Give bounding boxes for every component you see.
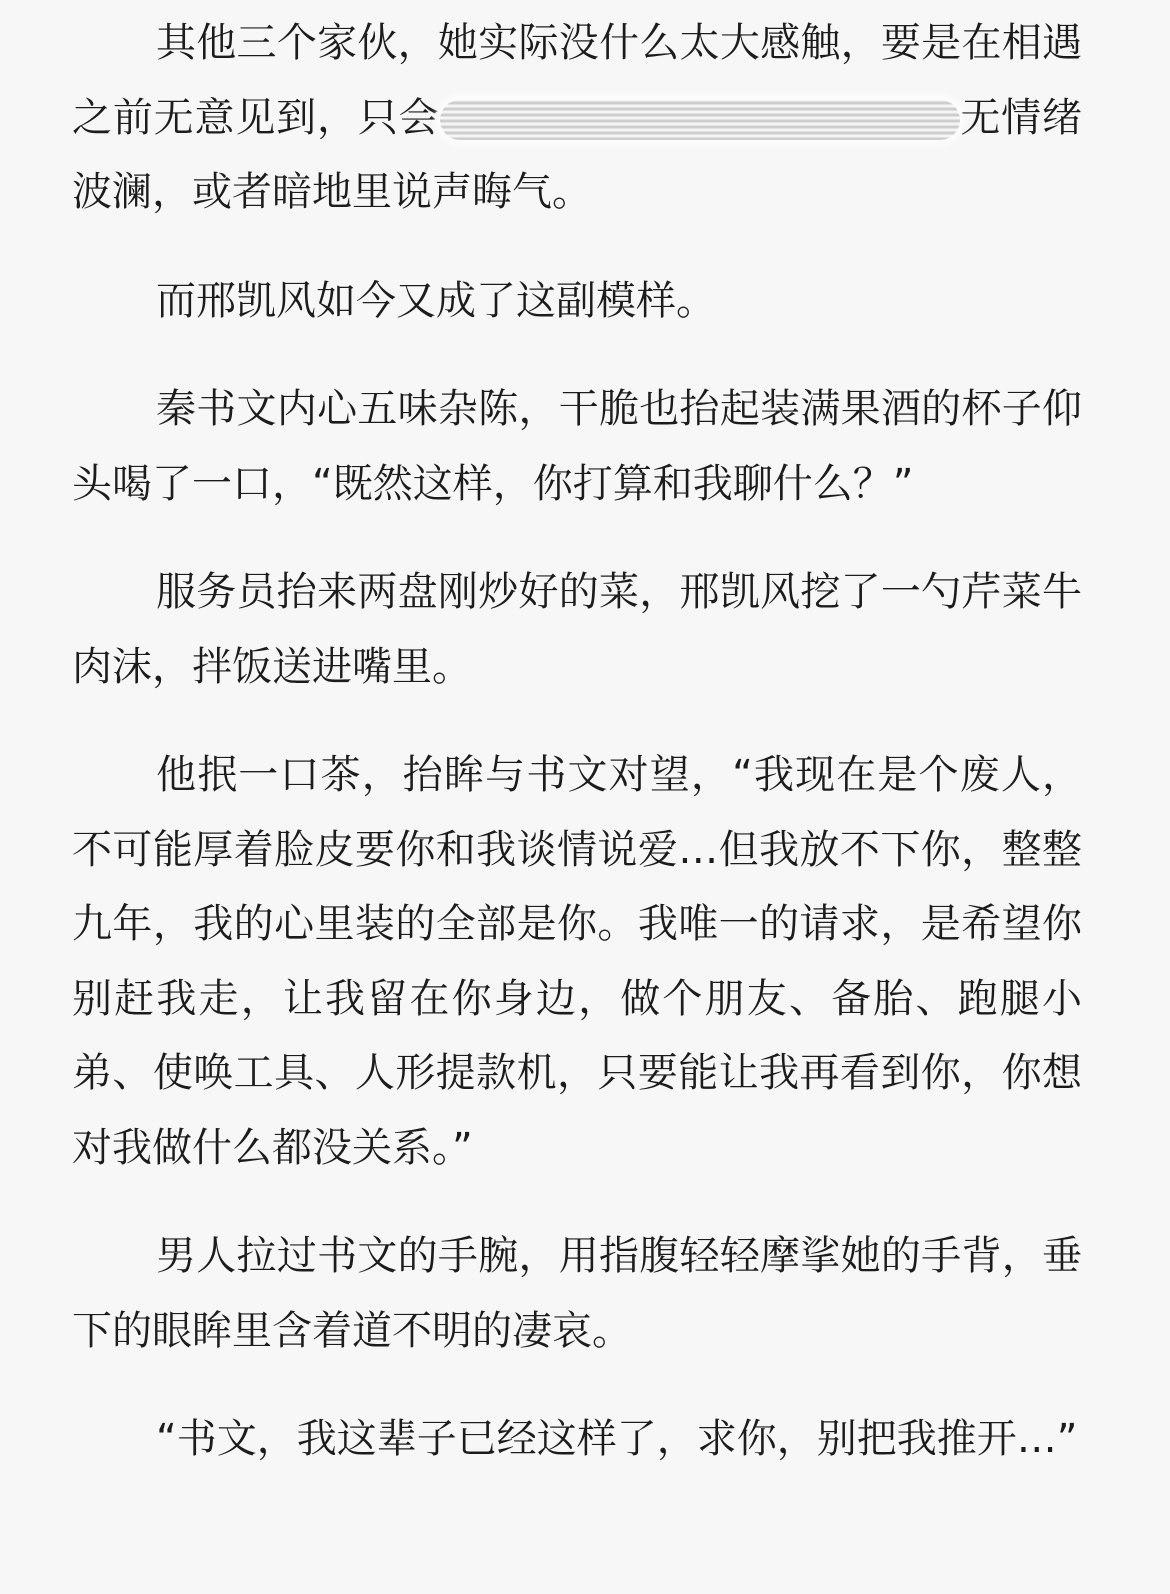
paragraph-6: 男人拉过书文的手腕，用指腹轻轻摩挲她的手背，垂下的眼眸里含着道不明的凄哀。 (72, 1233, 1082, 1354)
paragraph-3: 秦书文内心五味杂陈，干脆也抬起装满果酒的杯子仰头喝了一口，“既然这样，你打算和我聊什么？” (72, 386, 1082, 507)
paragraph-1-text-after: 无情绪波澜，或者暗地里说声晦气。 (72, 94, 1082, 215)
article-body (72, 6, 1082, 1477)
paragraph-4: 服务员抬来两盘刚炒好的菜，邢凯风挖了一勺芹菜牛肉沫，拌饭送进嘴里。 (72, 569, 1082, 690)
paragraph-2: 而邢凯风如今又成了这副模样。 (156, 277, 716, 324)
paragraph-1-text-before: 其他三个家伙，她实际没什么太大感触，要是在相遇之前无意见到，只会 (72, 20, 1082, 141)
paragraph-5: 他抿一口茶，抬眸与书文对望，“我现在是个废人，不可能厚着脸皮要你和我谈情说爱…但我放不下你，整整九年，我的心里装的全部是你。我唯一的请求，是希望你别赶我走，让我留在你身边，做个朋友、备胎、跑腿小弟、使唤工具、人形提款机，只要能让我再看到你，你想对我做什么都没关系。” (72, 752, 1082, 1171)
redaction-scribble (440, 100, 960, 140)
paragraph-7: “书文，我这辈子已经这样了，求你，别把我推开…” (156, 1416, 1078, 1462)
paragraph-1 (72, 6, 1082, 230)
